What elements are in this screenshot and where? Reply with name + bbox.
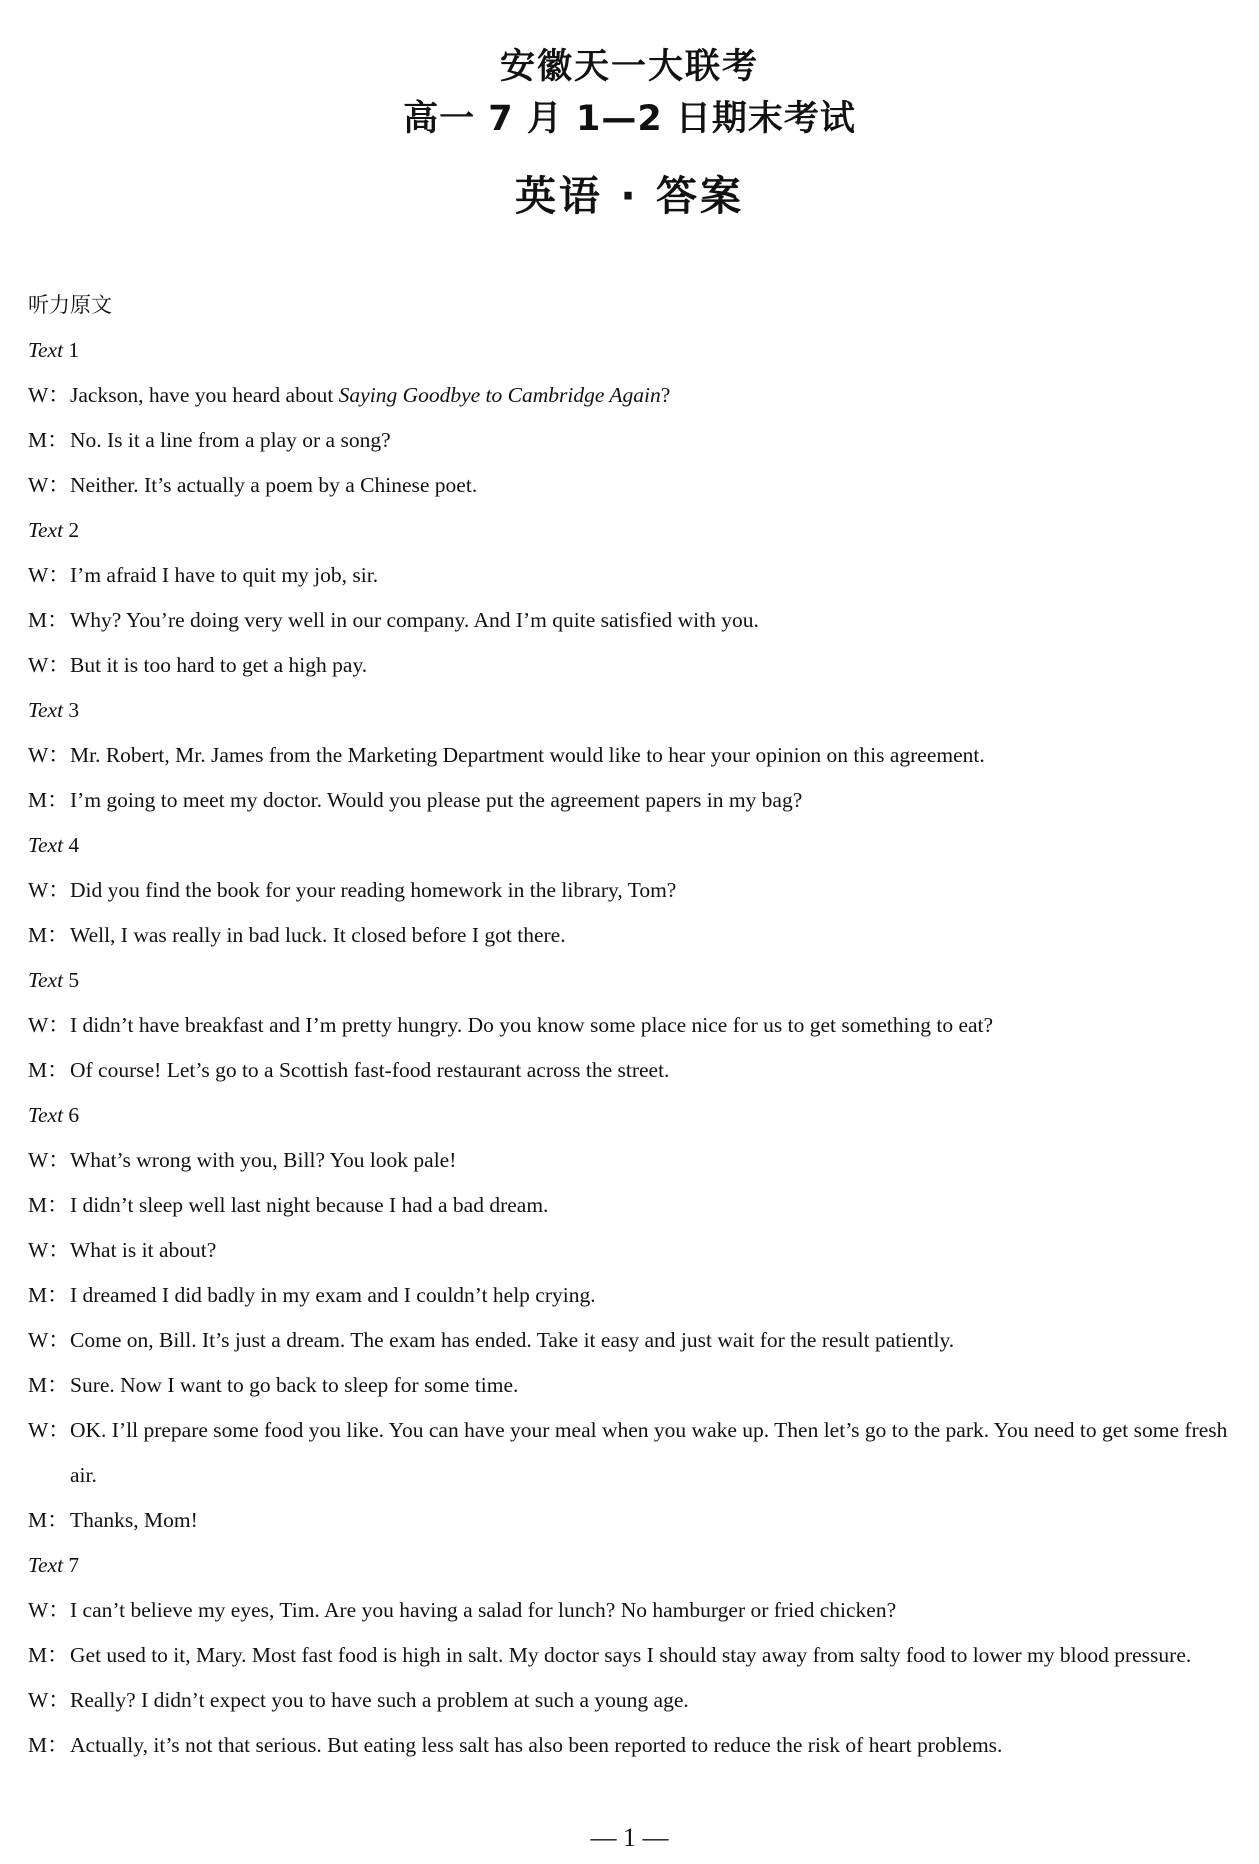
dialogue-text: But it is too hard to get a high pay. xyxy=(70,653,368,677)
text-label xyxy=(28,328,1233,373)
text-label-word: Text xyxy=(28,698,64,722)
subject-title: 英语 · 答案 xyxy=(514,172,745,220)
speaker-tag: W： xyxy=(28,563,70,587)
text-label-number: 5 xyxy=(68,968,80,992)
dialogue-text: Actually, it’s not that serious. But eating less salt has also been reported to reduce the risk of heart problems. xyxy=(70,1733,1003,1757)
speaker-tag: M： xyxy=(28,1058,69,1082)
dialogue-line xyxy=(28,1138,1233,1183)
dialogue-line xyxy=(28,373,1233,418)
speaker-tag: W： xyxy=(28,383,70,407)
dialogue-line xyxy=(28,1183,1233,1228)
dialogue-line xyxy=(28,778,1233,823)
dialogue-line xyxy=(28,1318,1233,1363)
dialogue-text: Thanks, Mom! xyxy=(70,1508,198,1532)
text-label-number: 4 xyxy=(68,833,80,857)
dialogue-line xyxy=(28,913,1233,958)
dialogue-line xyxy=(28,1003,1233,1048)
dialogue-text: What is it about? xyxy=(70,1238,217,1262)
text-label-number: 3 xyxy=(68,698,80,722)
speaker-tag: W： xyxy=(28,1013,70,1037)
dialogue-line xyxy=(28,1228,1233,1273)
dialogue-line xyxy=(28,598,1233,643)
dialogue-text: No. Is it a line from a play or a song? xyxy=(70,428,391,452)
speaker-tag: W： xyxy=(28,1148,70,1172)
text-label xyxy=(28,508,1233,553)
dialogue-line xyxy=(28,733,1233,778)
dialogue-line xyxy=(28,418,1233,463)
dialogue-line xyxy=(28,1273,1233,1318)
speaker-tag: W： xyxy=(28,1418,70,1442)
speaker-tag: W： xyxy=(28,878,70,902)
dialogue-text: I didn’t sleep well last night because I had a bad dream. xyxy=(70,1193,549,1217)
speaker-tag: M： xyxy=(28,1733,69,1757)
dialogue-text: OK. I’ll prepare some food you like. You can have your meal when you wake up. Then let’s go to the park. You need to get some fresh air. xyxy=(70,1418,1228,1487)
page-header xyxy=(0,44,1259,222)
dialogue-text: Neither. It’s actually a poem by a Chinese poet. xyxy=(70,473,478,497)
dialogue-line xyxy=(28,463,1233,508)
dialogue-text-end: ? xyxy=(660,383,671,407)
transcript-body xyxy=(28,283,1233,1768)
text-label xyxy=(28,1543,1233,1588)
transcript-lines xyxy=(28,328,1233,1768)
dialogue-text: Come on, Bill. It’s just a dream. The exam has ended. Take it easy and just wait for the result patiently. xyxy=(70,1328,955,1352)
text-label xyxy=(28,958,1233,1003)
text-label xyxy=(28,688,1233,733)
text-label-word: Text xyxy=(28,518,64,542)
text-label-word: Text xyxy=(28,1103,64,1127)
dialogue-text: Jackson, have you heard about xyxy=(70,383,339,407)
speaker-tag: M： xyxy=(28,788,69,812)
text-label xyxy=(28,1093,1233,1138)
dialogue-text: Get used to it, Mary. Most fast food is high in salt. My doctor says I should stay away from salty food to lower my blood pressure. xyxy=(70,1643,1192,1667)
speaker-tag: M： xyxy=(28,1193,69,1217)
dialogue-text: Well, I was really in bad luck. It closed before I got there. xyxy=(70,923,566,947)
speaker-tag: M： xyxy=(28,1373,69,1397)
speaker-tag: W： xyxy=(28,743,70,767)
dialogue-line xyxy=(28,1363,1233,1408)
text-label-word: Text xyxy=(28,833,64,857)
speaker-tag: W： xyxy=(28,1328,70,1352)
italic-title: Saying Goodbye to Cambridge Again xyxy=(338,383,661,407)
text-label-number: 6 xyxy=(68,1103,80,1127)
dialogue-text: What’s wrong with you, Bill? You look pale! xyxy=(70,1148,457,1172)
dialogue-text: Mr. Robert, Mr. James from the Marketing Department would like to hear your opinion on this agreement. xyxy=(70,743,985,767)
dialogue-text: Of course! Let’s go to a Scottish fast-food restaurant across the street. xyxy=(70,1058,670,1082)
dialogue-text: Sure. Now I want to go back to sleep for some time. xyxy=(70,1373,519,1397)
text-label-number: 1 xyxy=(68,338,80,362)
speaker-tag: W： xyxy=(28,473,70,497)
section-heading: 听力原文 xyxy=(28,293,112,317)
dialogue-text: Really? I didn’t expect you to have such a problem at such a young age. xyxy=(70,1688,689,1712)
page-number: — 1 — xyxy=(590,1823,669,1852)
speaker-tag: M： xyxy=(28,923,69,947)
text-label-word: Text xyxy=(28,338,64,362)
text-label xyxy=(28,823,1233,868)
dialogue-text: Why? You’re doing very well in our company. And I’m quite satisfied with you. xyxy=(70,608,759,632)
dialogue-line xyxy=(28,1498,1233,1543)
text-label-word: Text xyxy=(28,1553,64,1577)
dialogue-text: I can’t believe my eyes, Tim. Are you having a salad for lunch? No hamburger or fried chicken? xyxy=(70,1598,897,1622)
text-label-number: 2 xyxy=(68,518,80,542)
speaker-tag: M： xyxy=(28,1508,69,1532)
dialogue-line xyxy=(28,1633,1233,1678)
dialogue-line xyxy=(28,1723,1233,1768)
speaker-tag: W： xyxy=(28,1688,70,1712)
speaker-tag: M： xyxy=(28,608,69,632)
speaker-tag: M： xyxy=(28,428,69,452)
dialogue-line xyxy=(28,1408,1233,1498)
dialogue-line xyxy=(28,643,1233,688)
dialogue-text: I dreamed I did badly in my exam and I couldn’t help crying. xyxy=(70,1283,596,1307)
text-label-word: Text xyxy=(28,968,64,992)
dialogue-text: I’m afraid I have to quit my job, sir. xyxy=(70,563,379,587)
dialogue-line xyxy=(28,1048,1233,1093)
dialogue-line xyxy=(28,1588,1233,1633)
dialogue-text: I’m going to meet my doctor. Would you please put the agreement papers in my bag? xyxy=(70,788,803,812)
dialogue-line xyxy=(28,553,1233,598)
dialogue-text: Did you find the book for your reading homework in the library, Tom? xyxy=(70,878,677,902)
dialogue-text: I didn’t have breakfast and I’m pretty hungry. Do you know some place nice for us to get something to eat? xyxy=(70,1013,994,1037)
speaker-tag: M： xyxy=(28,1643,69,1667)
exam-session: 高一 7 月 1—2 日期末考试 xyxy=(403,99,856,139)
speaker-tag: M： xyxy=(28,1283,69,1307)
exam-name: 安徽天一大联考 xyxy=(499,47,759,87)
speaker-tag: W： xyxy=(28,1598,70,1622)
speaker-tag: W： xyxy=(28,653,70,677)
dialogue-line xyxy=(28,1678,1233,1723)
dialogue-line xyxy=(28,868,1233,913)
speaker-tag: W： xyxy=(28,1238,70,1262)
text-label-number: 7 xyxy=(68,1553,80,1577)
